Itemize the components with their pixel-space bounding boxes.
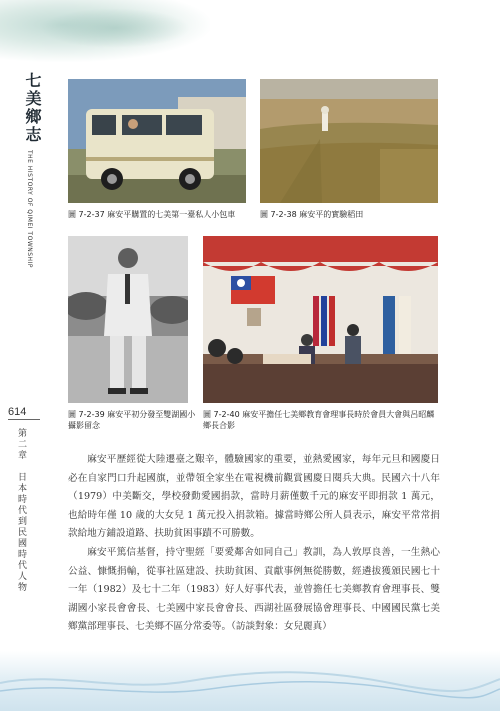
body-paragraph-2: 麻安平篤信基督，持守聖經「要愛鄰舍如同自己」教訓，為人敦厚良善，一生熱心公益、慷慨捐輸，從事社區建設、扶助貧困、貢獻事例無從勝數，經遴拔獲頒民國七十一年（1982）及七十二年（1983）好人好事代表，並曾擔任七美鄉教育會理事長、雙湖國小家長會會長、七美國中家長會會長、西湖社區發展協會理事長、中國國民黨七美鄉黨部理事長、七美鄉不區分常委等。（訪談對象：女兒麗真）	[68, 547, 440, 632]
photo-portrait	[68, 236, 188, 403]
figure-caption-3: 圖 7-2-39 麻安平初分發至雙湖國小攝影留念	[68, 410, 196, 430]
book-subtitle-english: THE HISTORY OF QIMEI TOWNSHIP	[26, 150, 33, 268]
photo-rice-field	[260, 79, 438, 203]
body-paragraph-1: 麻安平歷經從大陸遷臺之艱辛，體驗國家的重要，並熱愛國家，每年元旦和國慶日必在自家門口升起國旗，並帶領全家坐在電視機前觀賞國慶日閱兵大典。民國六十八年（1979）中美斷交，學校發動愛國捐款，當時月薪僅數千元的麻安平即捐款 1 萬元，也給時年僅 10 歲的大女兒 1 萬元投入捐款箱。據當時鄉公所人員表示，麻安平常常捐款給地方鋪設道路、扶助貧困事蹟不可勝數。	[68, 454, 440, 539]
figure-caption-4: 圖 7-2-40 麻安平擔任七美鄉教育會理事長時於會員大會與呂昭麟鄉長合影	[203, 410, 435, 430]
page-number: 614	[8, 406, 27, 418]
photo-van	[68, 79, 246, 203]
decorative-wave	[0, 661, 500, 701]
book-title: 七美鄉志	[23, 72, 42, 144]
photo-meeting	[203, 236, 438, 403]
figure-caption-1: 圖 7-2-37 麻安平購置的七美第一臺私人小包車	[68, 210, 236, 219]
sidebar-divider	[8, 419, 40, 420]
chapter-title: 第二章 日本時代到民國時代人物	[16, 428, 26, 593]
figure-caption-2: 圖 7-2-38 麻安平的實驗稻田	[260, 210, 364, 219]
decorative-wash-top-accent	[40, 8, 190, 48]
